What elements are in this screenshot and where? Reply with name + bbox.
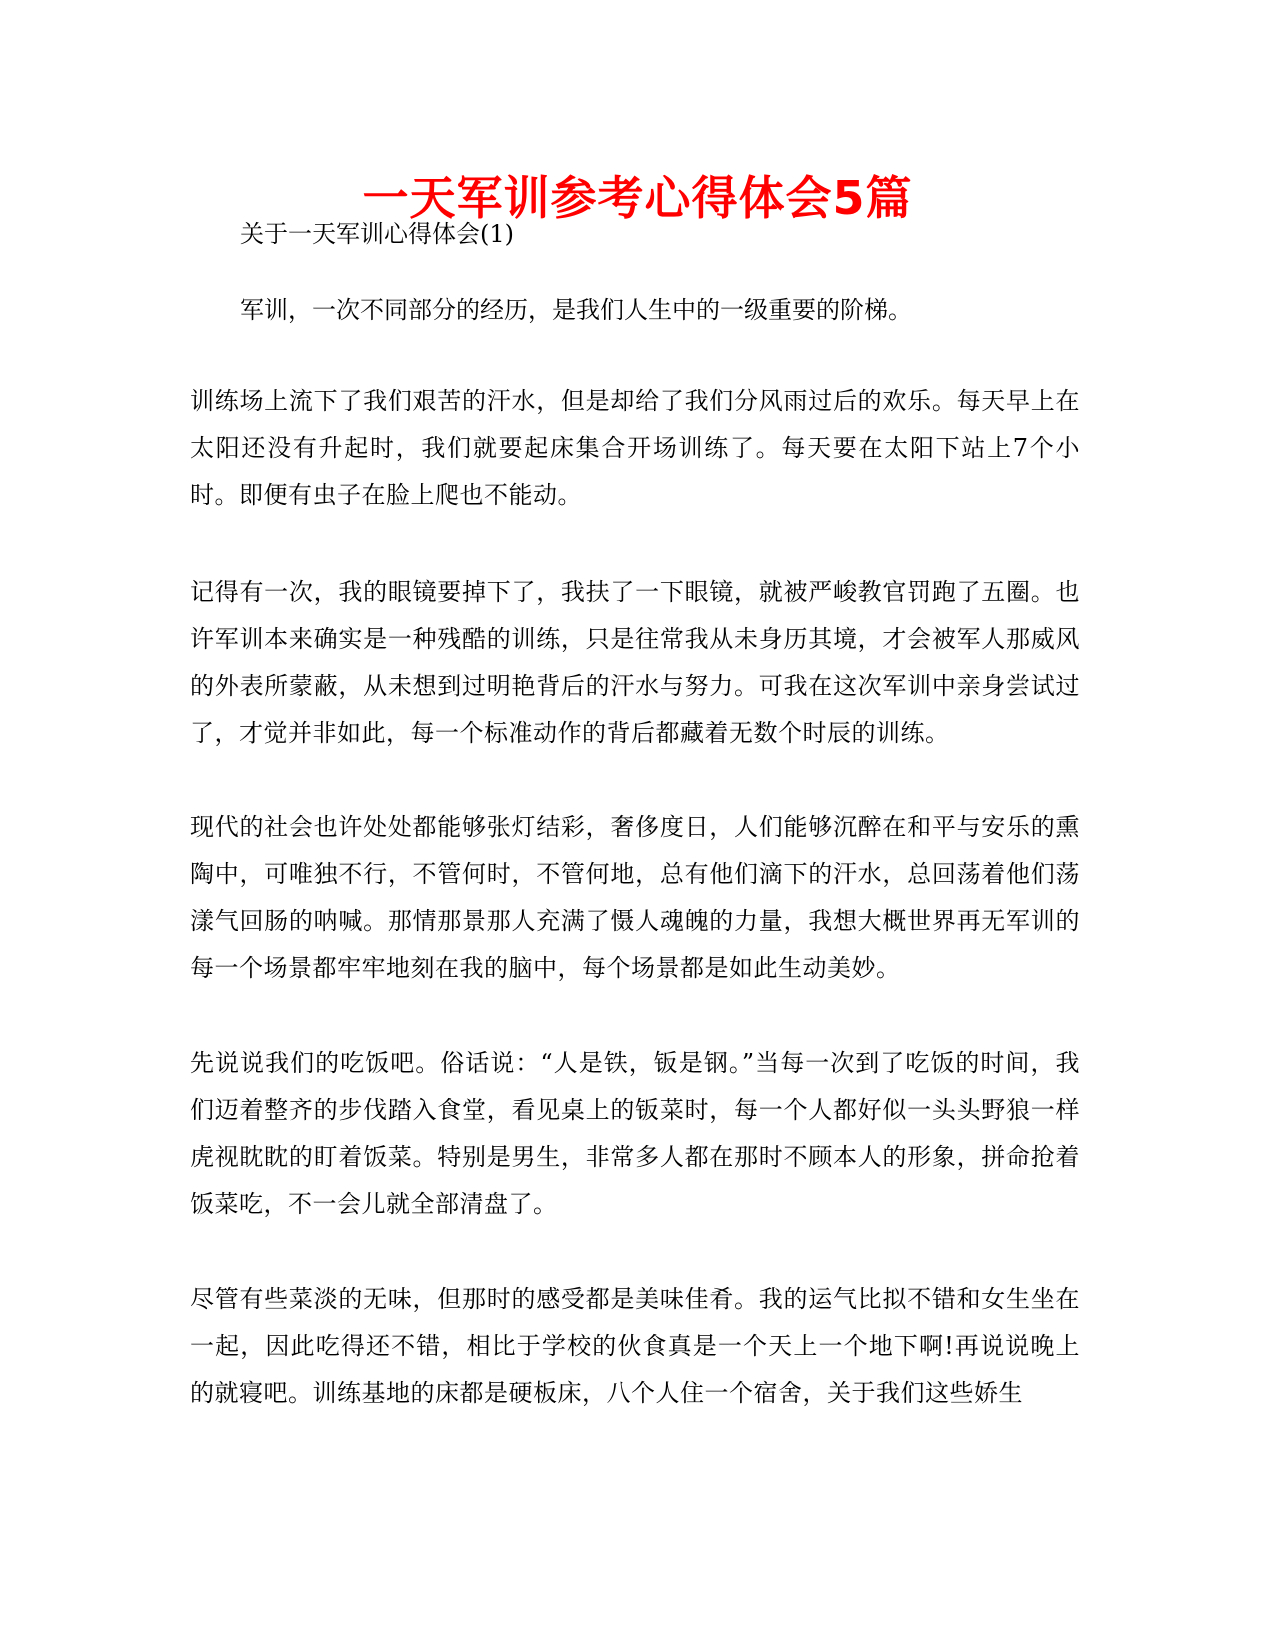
document-title: 一天军训参考心得体会5篇	[362, 171, 913, 225]
intro-sentence: 军训，一次不同部分的经历，是我们人生中的一级重要的阶梯。	[240, 296, 912, 324]
paragraph-5: 尽管有些菜淡的无味，但那时的感受都是美味佳肴。我的运气比拟不错和女生坐在一起，因此吃得还不错，相比于学校的伙食真是一个天上一个地下啊!再说说晚上的就寝吧。训练基地的床都是硬板床，八个人住一个宿舍，关于我们这些娇生	[190, 1285, 1080, 1407]
paragraph-3: 现代的社会也许处处都能够张灯结彩，奢侈度日，人们能够沉醉在和平与安乐的熏陶中，可唯独不行，不管何时，不管何地，总有他们滴下的汗水，总回荡着他们荡漾气回肠的呐喊。那情那景那人充满了慑人魂魄的力量，我想大概世界再无军训的每一个场景都牢牢地刻在我的脑中，每个场景都是如此生动美妙。	[190, 813, 1080, 982]
document-subtitle: 关于一天军训心得体会(1)	[240, 220, 514, 248]
paragraph-2: 记得有一次，我的眼镜要掉下了，我扶了一下眼镜，就被严峻教官罚跑了五圈。也许军训本来确实是一种残酷的训练，只是往常我从未身历其境，才会被军人那威风的外表所蒙蔽，从未想到过明艳背后的汗水与努力。可我在这次军训中亲身尝试过了，才觉并非如此，每一个标准动作的背后都藏着无数个时辰的训练。	[190, 578, 1080, 747]
paragraph-4: 先说说我们的吃饭吧。俗话说：“人是铁，钣是钢。”当每一次到了吃饭的时间，我们迈着整齐的步伐踏入食堂，看见桌上的钣菜时，每一个人都好似一头头野狼一样虎视眈眈的盯着饭菜。特别是男生，非常多人都在那时不顾本人的形象，拼命抢着饭菜吃，不一会儿就全部清盘了。	[190, 1049, 1080, 1218]
paragraph-1: 训练场上流下了我们艰苦的汗水，但是却给了我们分风雨过后的欢乐。每天早上在太阳还没有升起时，我们就要起床集合开场训练了。每天要在太阳下站上7个小时。即便有虫子在脸上爬也不能动。	[190, 387, 1080, 509]
